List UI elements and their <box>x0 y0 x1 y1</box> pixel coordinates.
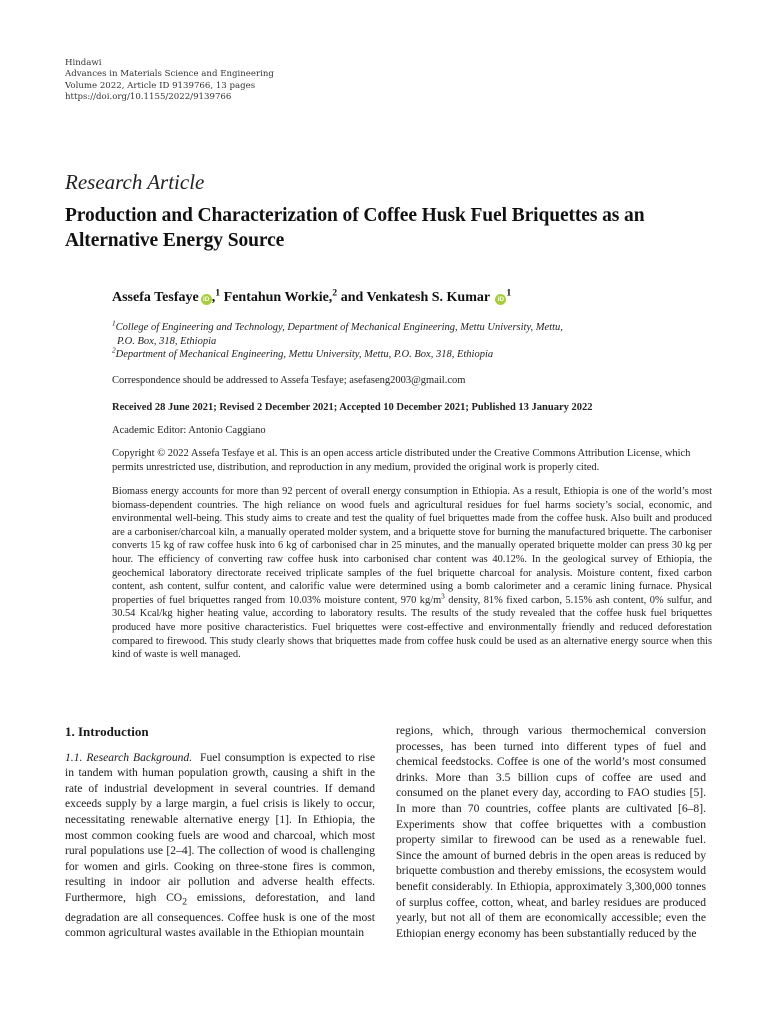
affil-number: 1 <box>112 318 116 328</box>
body-column-left <box>65 723 375 941</box>
journal-name: Advances in Materials Science and Engineering <box>65 69 274 80</box>
abstract <box>112 485 712 662</box>
orcid-icon[interactable]: iD <box>495 294 506 305</box>
affil-text: P.O. Box, 318, Ethiopia <box>117 335 217 347</box>
copyright-notice: Copyright © 2022 Assefa Tesfaye et al. This is an open access article distributed under the Creative Commons Attribution License, which permits unrestricted use, distribution, and reproduction in any medium, provided the original work is properly cited. <box>112 448 691 473</box>
author-affil-marker: 2 <box>332 287 338 299</box>
author-sep: and <box>337 290 367 305</box>
author-name[interactable]: Venkatesh S. Kumar <box>366 290 490 305</box>
author-name[interactable]: Assefa Tesfaye <box>112 290 199 305</box>
academic-editor: Academic Editor: Antonio Caggiano <box>112 425 266 436</box>
abstract-superscript: 3 <box>441 592 445 601</box>
affil-text: College of Engineering and Technology, Department of Mechanical Engineering, Mettu University, Mettu, <box>115 322 563 333</box>
author-affil-marker: 1 <box>506 287 512 299</box>
affil-number: 2 <box>112 345 116 355</box>
affiliation-2 <box>112 345 712 362</box>
author-name[interactable]: Fentahun Workie, <box>223 290 333 305</box>
correspondence-note: Correspondence should be addressed to Assefa Tesfaye; asefaseng2003@gmail.com <box>112 375 466 386</box>
section-heading: 1. Introduction <box>65 724 149 739</box>
body-text: Fuel consumption is expected to rise in tandem with human population growth, causing a shift in the rate of industrial development in several countries. If demand exceeds supply by a large margin, a fuel crisis is likely to occur, necessitating renewable alternative energy [1]. In Ethiopia, the most common cooking fuels are wood and charcoal, which most rural populations use [2–4]. The collection of wood is challenging for women and girls. Cooking on three-stone fires is common, resulting in indoor air pollution and adverse health effects. Furthermore, high CO <box>65 750 375 904</box>
publication-dates: Received 28 June 2021; Revised 2 December 2021; Accepted 10 December 2021; Published 13 January 2022 <box>112 402 593 413</box>
article-type: Research Article <box>65 170 205 194</box>
publisher-name: Hindawi <box>65 58 102 68</box>
body-text: regions, which, through various thermochemical conversion processes, has been turned into different types of fuel and chemical feedstocks. Coffee is one of the world’s most consumed drinks. More than 3.5 billion cups of coffee are used and consumed on the planet every day, according to FAO studies [5]. In more than 70 countries, coffee plants are cultivated [6–8]. Experiments show that coffee briquettes with a combustion property similar to firewood can be used as a renewable fuel. Since the amount of burned debris in the open areas is reduced by briquette combustion and thereby emissions, the ecosystem would benefit considerably. In Ethiopia, approximately 3,300,000 tonnes of surplus coffee, cotton, wheat, and barley residues are produced yearly, but not all of them are economically accessible; even the Ethiopian energy economy has been substantially reduced by the <box>396 724 706 940</box>
author-affil-marker: 1 <box>215 287 221 299</box>
body-column-right <box>396 723 706 941</box>
affiliation-1 <box>112 318 712 348</box>
journal-header <box>65 58 274 104</box>
orcid-icon[interactable]: iD <box>201 294 212 305</box>
body-text: emissions, deforestation, and land degradation are all consequences. Coffee husk is one of the most common agricultural wastes available in the Ethiopian mountain <box>65 890 375 940</box>
abstract-text: density, 81% fixed carbon, 5.15% ash content, 0% sulfur, and 30.54 Kcal/kg higher heating value, according to laboratory results. The results of the study revealed that the coffee husk fuel briquettes produced have more positive characteristics. Fuel briquettes were cost-effective and environmentally friendly and reduced deforestation compared to firewood. This study clearly shows that briquettes made from coffee husk could be used as an alternative energy source when this kind of waste is well managed. <box>112 594 712 661</box>
article-title: Production and Characterization of Coffee Husk Fuel Briquettes as an Alternative Energy Source <box>65 205 645 251</box>
author-sep: , <box>211 290 216 305</box>
affil-text: Department of Mechanical Engineering, Mettu University, Mettu, P.O. Box, 318, Ethiopia <box>115 349 494 360</box>
subsection-label: 1.1. Research Background. <box>65 750 193 764</box>
subscript: 2 <box>182 896 188 908</box>
abstract-text: Biomass energy accounts for more than 92 percent of overall energy consumption in Ethiopia. As a result, Ethiopia is one of the world’s most biomass-dependent countries. The high reliance on wood fuels and agricultural residues for fuel harms society’s social, economic, and environmental well-being. This study aims to create and test the quality of fuel briquettes made from the coffee husk. Also built and produced are a carboniser/charcoal kiln, a manually operated molder system, and a briquette stove for burning the manufactured briquette. The carboniser converts 15 kg of raw coffee husk into 6 kg of carbonised char in 25 minutes, and the manually operated briquette molder can press 30 kg per hour. The efficiency of converting raw coffee husk into carbonised char content was 40.12%. In the geological survey of Ethiopia, the geochemical laboratory directorate received triplicate samples of the fuel briquette charcoal for analysis. Moisture content, fixed carbon content, ash content, sulfur content, and calorific value were determined using a bomb calorimeter and a ceramic lining furnace. Physical properties of fuel briquettes ranged from 10.03% moisture content, 970 kg/m <box>112 486 712 606</box>
doi-link[interactable]: https://doi.org/10.1155/2022/9139766 <box>65 92 232 103</box>
author-list <box>112 287 512 306</box>
volume-info: Volume 2022, Article ID 9139766, 13 pages <box>65 80 256 91</box>
